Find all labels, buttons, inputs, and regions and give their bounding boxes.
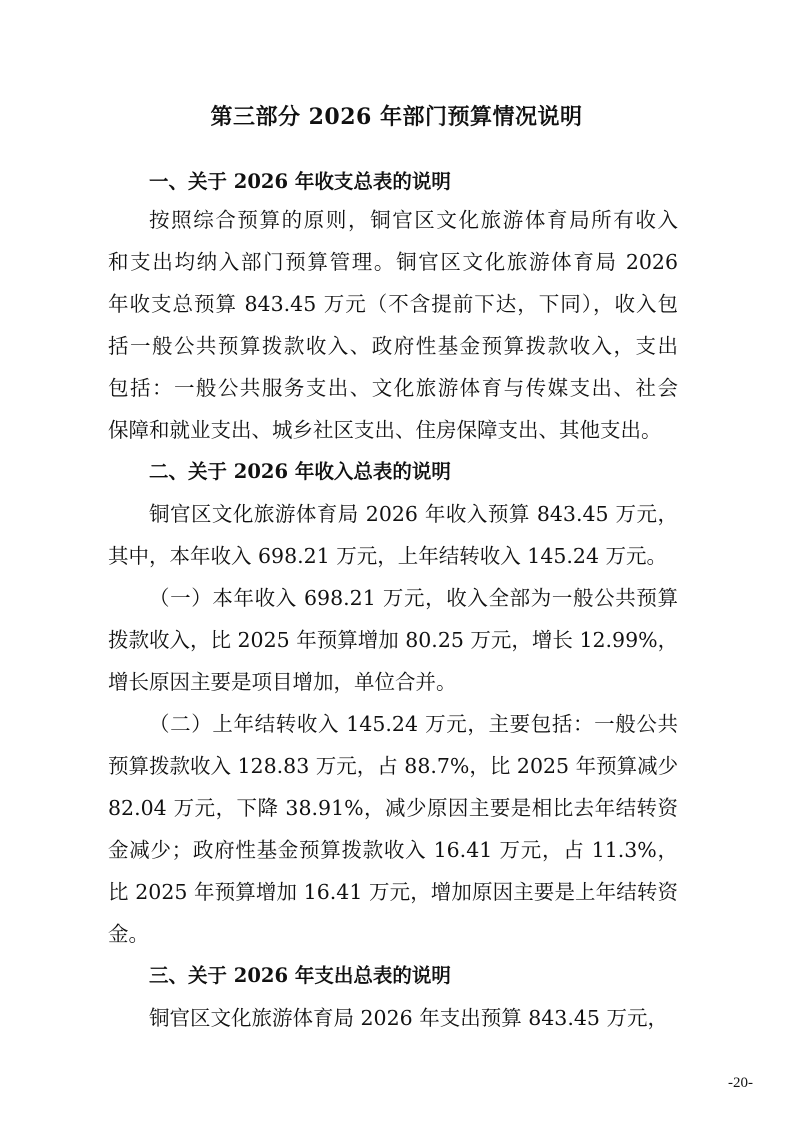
body-line: （一）本年收入 698.21 万元，收入全部为一般公共预算 xyxy=(149,586,678,610)
body-line: 铜官区文化旅游体育局 2026 年收入预算 843.45 万元， xyxy=(149,502,678,526)
body-line: （二）上年结转收入 145.24 万元，主要包括：一般公共 xyxy=(149,712,678,736)
body-line: 按照综合预算的原则，铜官区文化旅游体育局所有收入 xyxy=(149,208,678,232)
section-heading-3: 三、关于 2026 年支出总表的说明 xyxy=(149,964,451,987)
body-line: 金。 xyxy=(108,922,149,946)
body-line: 年收支总预算 843.45 万元（不含提前下达，下同），收入包 xyxy=(108,292,678,316)
section-heading-1: 一、关于 2026 年收支总表的说明 xyxy=(149,170,451,193)
body-line: 比 2025 年预算增加 16.41 万元，增加原因主要是上年结转资 xyxy=(108,880,678,904)
body-line: 金减少；政府性基金预算拨款收入 16.41 万元，占 11.3%， xyxy=(108,838,678,862)
page-number: -20- xyxy=(728,1075,753,1091)
body-line: 预算拨款收入 128.83 万元，占 88.7%，比 2025 年预算减少 xyxy=(108,754,679,778)
body-line: 包括：一般公共服务支出、文化旅游体育与传媒支出、社会 xyxy=(108,376,678,400)
body-line: 和支出均纳入部门预算管理。铜官区文化旅游体育局 2026 xyxy=(108,250,678,274)
body-line: 增长原因主要是项目增加，单位合并。 xyxy=(108,670,457,694)
body-line: 铜官区文化旅游体育局 2026 年支出预算 843.45 万元， xyxy=(149,1006,668,1030)
body-line: 82.04 万元，下降 38.91%，减少原因主要是相比去年结转资 xyxy=(108,796,678,820)
body-line: 其中，本年收入 698.21 万元，上年结转收入 145.24 万元。 xyxy=(108,544,668,568)
body-line: 保障和就业支出、城乡社区支出、住房保障支出、其他支出。 xyxy=(108,418,662,442)
body-line: 括一般公共预算拨款收入、政府性基金预算拨款收入，支出 xyxy=(108,334,678,358)
section-heading-2: 二、关于 2026 年收入总表的说明 xyxy=(149,460,451,483)
body-line: 拨款收入，比 2025 年预算增加 80.25 万元，增长 12.99%， xyxy=(108,628,679,652)
page-title: 第三部分 2026 年部门预算情况说明 xyxy=(210,104,583,130)
